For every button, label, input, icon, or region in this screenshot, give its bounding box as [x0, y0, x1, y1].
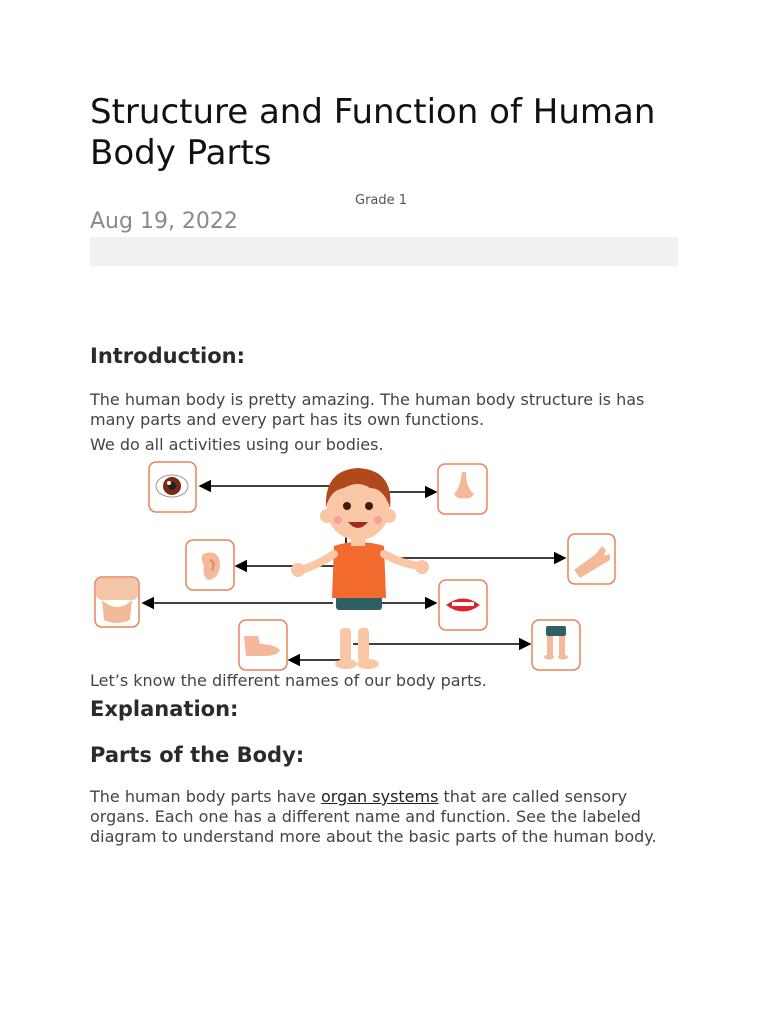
legs-card [532, 620, 580, 670]
intro-paragraph: The human body is pretty amazing. The human body structure is has many parts and every part has its own functions. [90, 390, 645, 429]
explanation-heading: Explanation: [90, 697, 239, 721]
organ-systems-link[interactable]: organ systems [320, 787, 439, 806]
explanation-text-end: that are called sensory organs. Each one has a different name and function. See the labeled diagram to understand more about the basic parts of the human body. [90, 787, 657, 846]
introduction-heading: Introduction: [90, 344, 246, 368]
grade-label: Grade 1 [355, 193, 408, 208]
eye-card [149, 462, 196, 512]
nose-card [438, 464, 487, 514]
boy-illustration [291, 468, 429, 669]
explanation-paragraph [90, 787, 690, 847]
article-title: Structure and Function of Human Body Parts [90, 92, 656, 173]
publish-date: Aug 19, 2022 [90, 209, 238, 234]
hand-card [568, 534, 615, 584]
diagram-caption: Let’s know the different names of our body parts. [90, 671, 487, 690]
intro-activities-paragraph: We do all activities using our bodies. [90, 435, 384, 454]
foot-card [239, 620, 287, 670]
mouth-card [439, 580, 487, 630]
ear-card [186, 540, 234, 590]
parts-of-body-heading: Parts of the Body: [90, 743, 305, 767]
ad-placeholder [90, 237, 678, 266]
body-parts-diagram [88, 458, 628, 672]
explanation-text-start: The human body parts have [90, 787, 321, 806]
neck-card [95, 577, 139, 627]
